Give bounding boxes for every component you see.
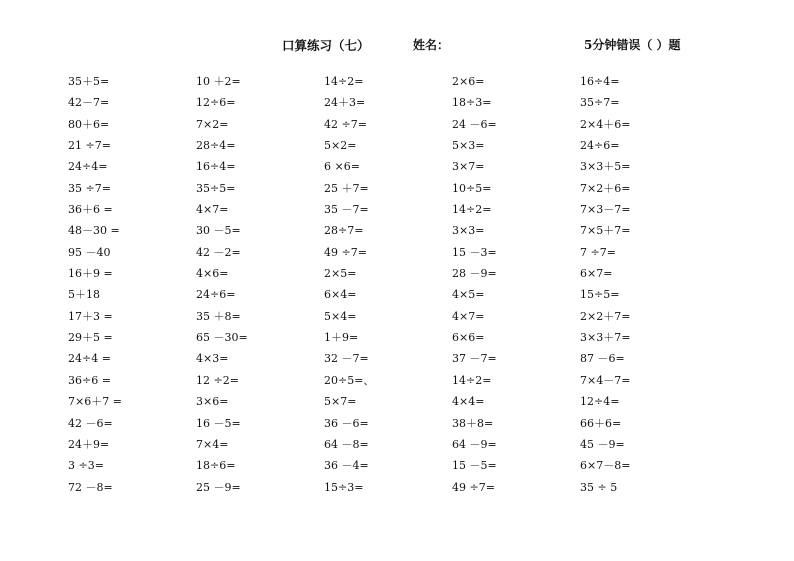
arithmetic-problem: 10 ＋2= <box>196 75 241 88</box>
arithmetic-problem: 42－7= <box>68 96 110 110</box>
arithmetic-problem: 2×2＋7= <box>580 309 631 323</box>
arithmetic-problem: 7×2= <box>196 117 229 131</box>
arithmetic-problem: 4×5= <box>452 288 485 302</box>
arithmetic-problem: 18÷3= <box>452 96 492 110</box>
arithmetic-problem: 15÷3= <box>324 480 364 494</box>
arithmetic-problem: 16＋9 = <box>68 267 113 281</box>
arithmetic-problem: 32 －7= <box>324 352 369 366</box>
arithmetic-problem: 2×6= <box>452 75 485 88</box>
arithmetic-problem: 24÷6= <box>580 139 620 153</box>
arithmetic-problem: 35＋5= <box>68 75 110 88</box>
arithmetic-problem: 45 －9= <box>580 437 625 451</box>
arithmetic-problem: 24÷4= <box>68 160 108 174</box>
arithmetic-problem: 35 ÷7= <box>68 181 111 195</box>
arithmetic-problem: 49 ÷7= <box>452 480 495 494</box>
arithmetic-problem: 20÷5=、 <box>324 373 375 387</box>
arithmetic-problem: 4×6= <box>196 267 229 281</box>
arithmetic-problem: 35÷7= <box>580 96 620 110</box>
arithmetic-problem: 42 －2= <box>196 245 241 259</box>
arithmetic-problem: 7×6＋7 = <box>68 395 122 409</box>
arithmetic-problem: 15÷5= <box>580 288 620 302</box>
arithmetic-problem: 64 －9= <box>452 437 497 451</box>
problem-column <box>580 71 700 498</box>
arithmetic-problem: 15 －3= <box>452 245 497 259</box>
arithmetic-problem: 12 ÷2= <box>196 373 239 387</box>
arithmetic-problem: 80＋6= <box>68 117 110 131</box>
arithmetic-problem: 5＋18 <box>68 288 100 302</box>
arithmetic-problem: 35 ＋8= <box>196 309 241 323</box>
arithmetic-problem: 65 －30= <box>196 331 248 345</box>
arithmetic-problem: 5×4= <box>324 309 357 323</box>
arithmetic-problem: 21 ÷7= <box>68 139 111 153</box>
arithmetic-problem: 35÷5= <box>196 181 236 195</box>
arithmetic-problem: 3×7= <box>452 160 485 174</box>
arithmetic-problem: 5×3= <box>452 139 485 153</box>
problem-column <box>68 71 188 498</box>
name-label: 姓名： <box>413 38 450 52</box>
problem-column <box>452 71 572 498</box>
arithmetic-problem: 16÷4= <box>196 160 236 174</box>
arithmetic-problem: 36＋6 = <box>68 203 113 217</box>
arithmetic-problem: 14÷2= <box>452 203 492 217</box>
worksheet-title: 口算练习（七） <box>282 38 370 53</box>
worksheet-header <box>0 36 794 54</box>
arithmetic-problem: 15 －5= <box>452 459 497 473</box>
arithmetic-problem: 42 ÷7= <box>324 117 367 131</box>
arithmetic-problem: 48－30 = <box>68 224 120 238</box>
arithmetic-problem: 3×3= <box>452 224 485 238</box>
arithmetic-problem: 87 －6= <box>580 352 625 366</box>
arithmetic-problem: 24÷6= <box>196 288 236 302</box>
arithmetic-problem: 35 ÷ 5 <box>580 480 618 494</box>
arithmetic-problem: 7×2＋6= <box>580 181 631 195</box>
arithmetic-problem: 36 －4= <box>324 459 369 473</box>
arithmetic-problem: 6×7= <box>580 267 613 281</box>
arithmetic-problem: 24＋3= <box>324 96 366 110</box>
arithmetic-problem: 3×6= <box>196 395 229 409</box>
arithmetic-problem: 2×4＋6= <box>580 117 631 131</box>
arithmetic-problem: 4×7= <box>452 309 485 323</box>
arithmetic-problem: 28 －9= <box>452 267 497 281</box>
arithmetic-problem: 28÷4= <box>196 139 236 153</box>
arithmetic-problem: 6×4= <box>324 288 357 302</box>
arithmetic-problem: 12÷4= <box>580 395 620 409</box>
arithmetic-problem: 38＋8= <box>452 416 494 430</box>
arithmetic-problem: 7×4= <box>196 437 229 451</box>
arithmetic-problem: 17＋3 = <box>68 309 113 323</box>
arithmetic-problem: 14÷2= <box>452 373 492 387</box>
arithmetic-problem: 72 －8= <box>68 480 113 494</box>
problem-column <box>196 71 316 498</box>
arithmetic-problem: 6×7－8= <box>580 459 631 473</box>
arithmetic-problem: 5×2= <box>324 139 357 153</box>
arithmetic-problem: 7×3－7= <box>580 203 631 217</box>
arithmetic-problem: 16 －5= <box>196 416 241 430</box>
error-count-label: 5分钟错误（ ）题 <box>584 38 681 52</box>
arithmetic-problem: 24÷4 = <box>68 352 111 366</box>
arithmetic-problem: 10÷5= <box>452 181 492 195</box>
arithmetic-problem: 25 ＋7= <box>324 181 369 195</box>
arithmetic-problem: 6 ×6= <box>324 160 360 174</box>
arithmetic-problem: 7 ÷7= <box>580 245 616 259</box>
arithmetic-problem: 4×3= <box>196 352 229 366</box>
arithmetic-problem: 36 －6= <box>324 416 369 430</box>
arithmetic-problem: 12÷6= <box>196 96 236 110</box>
arithmetic-problem: 2×5= <box>324 267 357 281</box>
arithmetic-problem: 3×3＋7= <box>580 331 631 345</box>
arithmetic-problem: 7×4－7= <box>580 373 631 387</box>
arithmetic-problem: 24＋9= <box>68 437 110 451</box>
arithmetic-problem: 35 －7= <box>324 203 369 217</box>
arithmetic-problem: 95 －40 <box>68 245 111 259</box>
arithmetic-problem: 5×7= <box>324 395 357 409</box>
arithmetic-problem: 18÷6= <box>196 459 236 473</box>
arithmetic-problem: 3×3＋5= <box>580 160 631 174</box>
arithmetic-problem: 30 －5= <box>196 224 241 238</box>
arithmetic-problem: 29＋5 = <box>68 331 113 345</box>
arithmetic-problem: 6×6= <box>452 331 485 345</box>
arithmetic-problem: 64 －8= <box>324 437 369 451</box>
arithmetic-problem: 25 －9= <box>196 480 241 494</box>
arithmetic-problem: 37 －7= <box>452 352 497 366</box>
arithmetic-problem: 16÷4= <box>580 75 620 88</box>
arithmetic-problem: 28÷7= <box>324 224 364 238</box>
arithmetic-problem: 3 ÷3= <box>68 459 104 473</box>
arithmetic-problem: 4×7= <box>196 203 229 217</box>
arithmetic-problem: 14÷2= <box>324 75 364 88</box>
problem-column <box>324 71 444 498</box>
arithmetic-problem: 4×4= <box>452 395 485 409</box>
arithmetic-problem: 7×5＋7= <box>580 224 631 238</box>
arithmetic-problem: 1＋9= <box>324 331 359 345</box>
arithmetic-problem: 42 －6= <box>68 416 113 430</box>
arithmetic-problem: 66＋6= <box>580 416 622 430</box>
arithmetic-problem: 24 －6= <box>452 117 497 131</box>
arithmetic-problem: 36÷6 = <box>68 373 111 387</box>
arithmetic-problem: 49 ÷7= <box>324 245 367 259</box>
